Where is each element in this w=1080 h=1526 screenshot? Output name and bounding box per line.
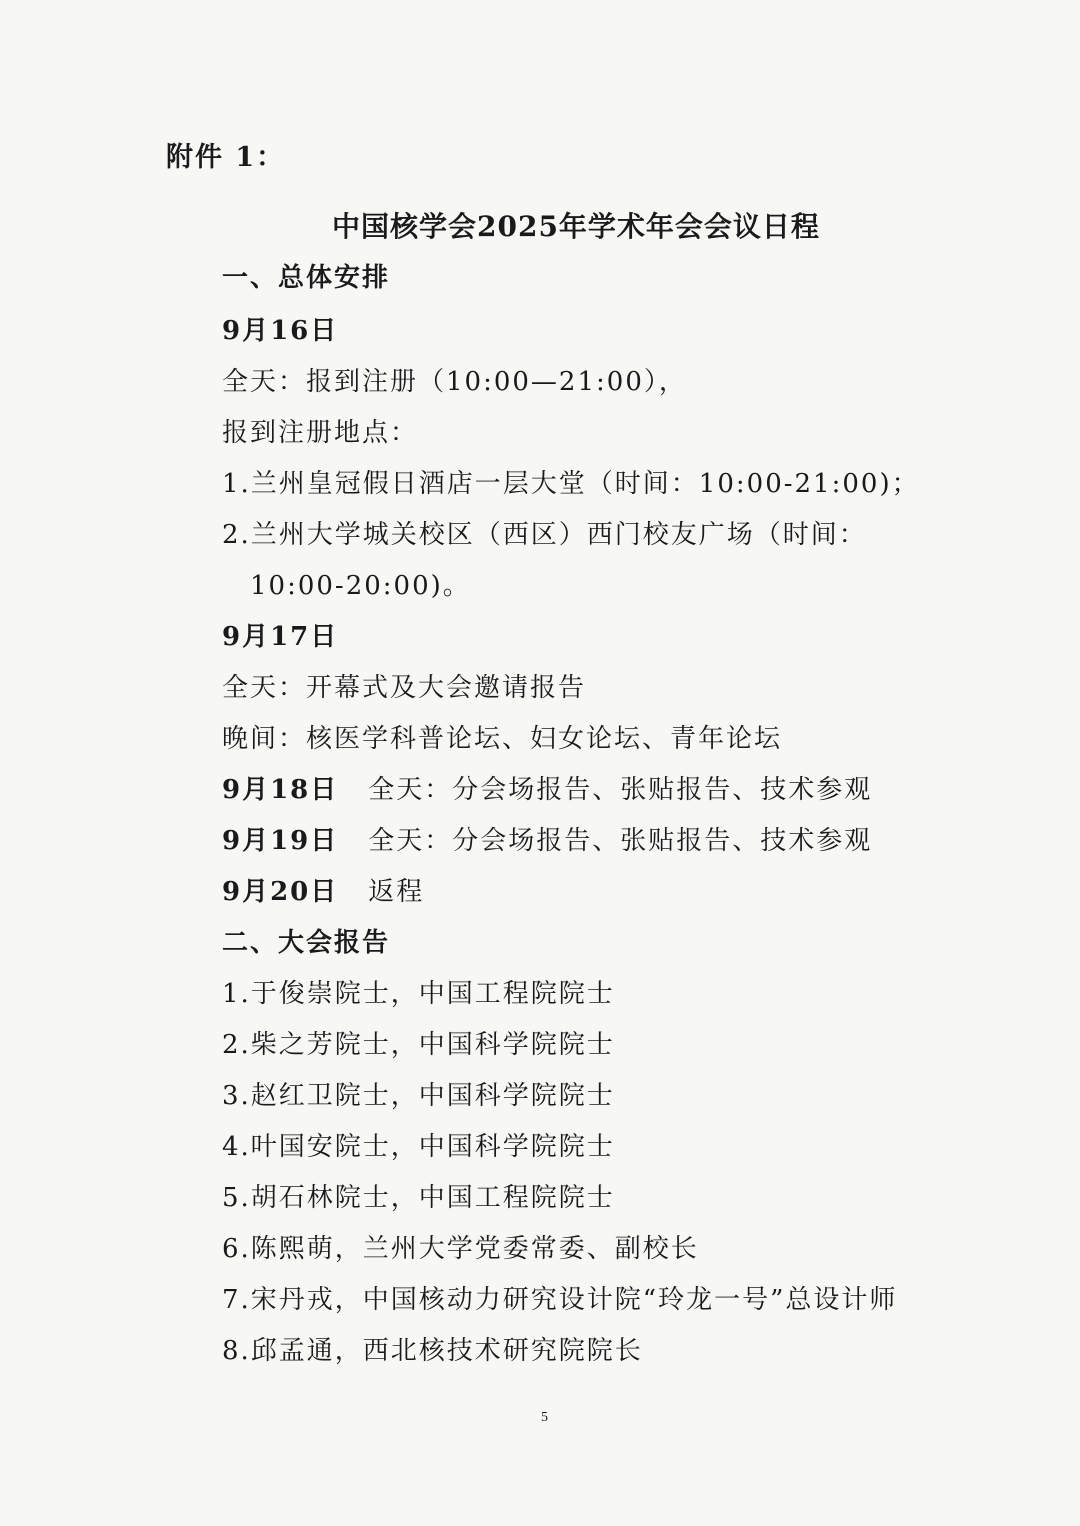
speaker-item: 7.宋丹戎，中国核动力研究设计院“玲龙一号”总设计师 xyxy=(222,1285,898,1315)
day16-registration-line: 全天：报到注册（10:00—21:00）， xyxy=(222,367,687,397)
attachment-label: 附件 1： xyxy=(166,142,286,173)
day16-location-2-time: 10:00-20:00)。 xyxy=(250,571,471,601)
document-title: 中国核学会2025年学术年会会议日程 xyxy=(332,210,820,243)
page-number: 5 xyxy=(541,1410,548,1425)
section1-heading: 一、总体安排 xyxy=(222,263,391,293)
day17-evening: 晚间：核医学科普论坛、妇女论坛、青年论坛 xyxy=(222,724,783,754)
day18-date: 9月18日 xyxy=(222,775,339,805)
speaker-item: 4.叶国安院士，中国科学院院士 xyxy=(222,1132,615,1162)
day19-text: 全天：分会场报告、张贴报告、技术参观 xyxy=(368,826,873,856)
day16-location-2: 2.兰州大学城关校区（西区）西门校友广场（时间： xyxy=(222,520,867,550)
speaker-item: 2.柴之芳院士，中国科学院院士 xyxy=(222,1030,615,1060)
day16-location-1: 1.兰州皇冠假日酒店一层大堂（时间：10:00-21:00)； xyxy=(222,469,920,499)
day18-row xyxy=(222,774,872,806)
day20-row xyxy=(222,876,424,908)
speaker-item: 5.胡石林院士，中国工程院院士 xyxy=(222,1183,615,1213)
section2-heading: 二、大会报告 xyxy=(222,928,391,958)
day18-text: 全天：分会场报告、张贴报告、技术参观 xyxy=(368,775,873,805)
day20-date: 9月20日 xyxy=(222,877,339,907)
day16-date: 9月16日 xyxy=(222,316,339,346)
speaker-item: 1.于俊崇院士，中国工程院院士 xyxy=(222,979,615,1009)
speaker-item: 3.赵红卫院士，中国科学院院士 xyxy=(222,1081,615,1111)
day20-text: 返程 xyxy=(368,877,425,907)
speaker-item: 6.陈熙萌，兰州大学党委常委、副校长 xyxy=(222,1234,699,1264)
day17-date: 9月17日 xyxy=(222,622,339,652)
day17-daytime: 全天：开幕式及大会邀请报告 xyxy=(222,673,587,703)
day19-row xyxy=(222,825,872,857)
day19-date: 9月19日 xyxy=(222,826,339,856)
day16-location-label: 报到注册地点： xyxy=(222,418,419,448)
speaker-item: 8.邱孟通，西北核技术研究院院长 xyxy=(222,1336,643,1366)
